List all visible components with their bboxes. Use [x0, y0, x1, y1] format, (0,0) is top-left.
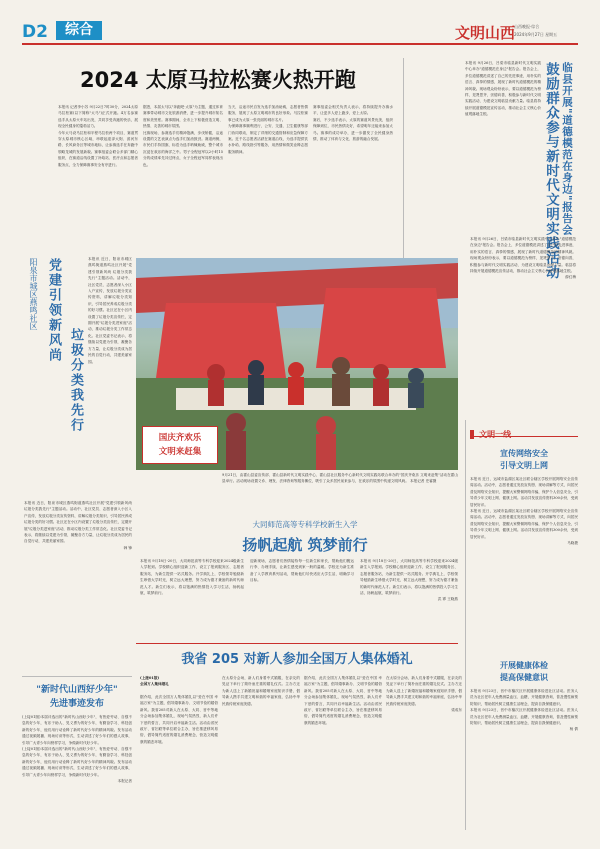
right-article-1-body [470, 476, 578, 652]
middle-body-col1 [140, 558, 244, 636]
left-bottom-text: (上接01版)本届评选出的"新时代山西好少年"，有热爱劳动、自强不息的好少年，有乐于助人、见义勇为的好少年，有勤奋学习、科技创新的好少年，他们用行动诠释了新时代好少年的精神风貌。发布活动通过视频展播、现场访谈等形式，生动讲述了好少年们的感人故事，引导广大青少年向榜样学习，争做新时代好少年。 [22, 747, 132, 777]
right-article-2-body [470, 688, 578, 830]
left-feature-title-1: 党建引领新风尚 [46, 258, 61, 363]
photo-caption-title: 文明来赶集 [158, 447, 202, 457]
byline: 韩 锋 [123, 545, 132, 550]
left-feature-title-2: 垃圾分类我先行 [68, 328, 83, 433]
lead-paragraph: 赛后，不少选手表示，太原的赛道风景优美，组织保障到位，市民热情友好，希望明年还能来参加太马。赛事的成功举办，进一步激发了全民健身热情，推动了体育与文化、旅游的融合发展。 [313, 117, 393, 142]
right-article-2-subtitle: 提高保健意识 [500, 673, 548, 682]
middle-text: 本报讯 9月18日-20日，大同师范高等专科学校迎来2024级新生入学报到。学校精心组织迎新工作，设立了报到服务区、志愿者服务站，为新生提供一站式服务。开学典礼上，学校领导勉励新生珍惜大学时光，树立远大理想，努力成为德才兼备的新时代师范人才。新生们表示，将以饱满的热情投入学习生活，扬帆起航，筑梦前行。 [140, 559, 244, 596]
news-photo [136, 258, 458, 470]
wedding-text: 据介绍，此次全国万人集体婚礼以"爱在中国 幸福万家"为主题，倡导婚事新办、文明节俭的婚俗新风。我省205对新人在太原、大同、晋中等地分会场参加集体婚礼，现场气氛热烈，新人们许下爱的誓言，共同开启幸福新生活。活动由省民政厅、省妇联等单位联合主办，旨在推进移风易俗，倡导简约适度的婚礼消费理念，营造文明健康的婚恋环境。 [304, 676, 382, 725]
photo-caption-text: 9月21日，由霍山县委宣传部、霍山县新时代文明实践中心、霍山县社区服务中心新时代文明实践站联合举办的"国庆齐欢乐 文明来赶集"活动在霍山县举行。活动现场设置义诊、理发、法律咨询等服务摊位，吸引了众多居民前来参与，在欢乐的氛围中传递文明风尚。 [222, 473, 458, 484]
left-feature [22, 256, 132, 666]
photo-caption [222, 472, 458, 508]
right-article-1-text: 本报讯 近日，运城市盐湖区某社区联合辖区学校开展网络安全宣传周活动。活动中，志愿者通过发放宣传册、现场讲解等方式，向居民普及网络安全知识，提醒大家警惕网络诈骗，保护个人信息安全，引导青少年文明上网、健康上网。活动共发放宣传资料300余份，受到居民好评。 [470, 477, 578, 507]
middle-body-col2 [250, 558, 354, 636]
left-bottom-subheadline: 先进事迹发布 [49, 699, 104, 709]
left-bottom-rule [22, 676, 132, 677]
wedding-headline: 我省 205 对新人参加全国万人集体婚礼 [181, 652, 413, 667]
left-bottom-body [22, 714, 132, 830]
wedding-body-col4 [386, 675, 462, 830]
left-bottom-text: (上接01版)本届评选出的"新时代山西好少年"，有热爱劳动、自强不息的好少年，有乐于助人、见义勇为的好少年，有勤奋学习、科技创新的好少年，他们用行动诠释了新时代好少年的精神风貌。发布活动通过视频展播、现场访谈等形式，生动讲述了好少年们的感人故事，引导广大青少年向榜样学习，争做新时代好少年。 [22, 715, 132, 745]
right-feature-body [465, 60, 541, 230]
lead-body-col3 [228, 104, 308, 252]
left-feature-body [88, 256, 132, 496]
right-feature-body-lower [470, 236, 576, 404]
wedding-top-rule [136, 643, 458, 644]
lead-paragraph: 比赛现场，参赛选手们精神饱满，步伐矫健，沿途设置的文艺表演点为选手们加油鼓劲。赛道两侧，市民们手持国旗、标语为选手呐喊助威，整个城市沉浸在欢乐的海洋之中。男子全程冠军以2小时15分的成绩率先冲过终点，女子全程冠军同样表现出色。 [143, 130, 223, 167]
right-feature-title-1: 临县开展"道德模范在身边"报告会 [561, 62, 573, 236]
wedding-body-col3 [304, 675, 382, 830]
photo-caption-box [142, 426, 218, 464]
lead-body-col4 [313, 104, 393, 252]
byline: 薛红梅 [565, 275, 576, 280]
section-label-text: 文明一线 [479, 430, 512, 439]
byline: 杨 倩 [569, 727, 578, 732]
right-feature-text: 本报讯 9月26日，吕梁市临县新时代文明实践中心举办"道德模范在身边"报告会。报告会上，多位道德模范讲述了自己的先进事迹，用朴实的语言、真挚的情感，展现了新时代道德模范的精神风貌。现场观众纷纷表示，要以道德模范为榜样，见贤思齐，崇德向善，积极参与新时代文明实践活动，为建设文明临县贡献力量。临县将持续开展道德模范宣传活动，推动社会主义核心价值观落地生根。 [470, 237, 576, 274]
right-article-2-text: 本报讯 9月23日，晋中市榆次区开展健康体检进社区活动。医务人员为社区老年人免费测量血压、血糖，开展健康咨询，普及慢性病预防知识，帮助居民树立健康生活理念，提高自我保健意识。 [470, 689, 578, 706]
byline: 马晓捷 [567, 541, 578, 546]
left-bottom-headline: "新时代山西好少年" [36, 685, 118, 695]
left-feature-text: 本报讯 近日，阳泉市城区燕鸣街道燕鸣社区开展"党建引领新风尚 垃圾分类我先行"主题活动。活动中，社区党员、志愿者深入小区入户宣传，发放垃圾分类宣传资料，讲解垃圾分类知识，引导居民养成垃圾分类的好习惯。社区还在小区内设置了垃圾分类宣传栏，定期开展"垃圾分类进家庭"活动，推动垃圾分类工作常态化。社区党委书记表示，将继续以党建为引领，凝聚各方力量，让垃圾分类成为居民的自觉行动，共建美丽家园。 [24, 501, 132, 544]
left-feature-subtitle: 阳泉市城区燕鸣社区 [29, 258, 38, 330]
right-article-1-title: 宣传网络安全 [500, 449, 548, 458]
photo-credit: 本报记者 史睿摄 [410, 479, 437, 484]
section-badge: 综合 [56, 21, 102, 40]
lead-paragraph: 赛事组委会相关负责人表示，将持续提升办赛水平，让更多人爱上跑步，爱上太原。 [313, 105, 393, 116]
byline: 武 霏 王晓燕 [437, 597, 458, 602]
byline: 本报记者 [117, 779, 132, 784]
wedding-text: 在太原分会场，新人们身着中式婚服，在亲友的见证下举行了简朴而庄重的婚礼仪式。主办方还为新人送上了新婚祝福和婚姻家庭知识手册，倡导新人携手共建文明和谐的幸福家庭，弘扬中华民族传统家庭美德。 [222, 676, 300, 706]
wedding-text: 在太原分会场，新人们身着中式婚服，在亲友的见证下举行了简朴而庄重的婚礼仪式。主办方还为新人送上了新婚祝福和婚姻家庭知识手册，倡导新人携手共建文明和谐的幸福家庭，弘扬中华民族传统家庭美德。 [386, 676, 462, 706]
middle-body-col3 [360, 558, 458, 636]
lead-body-col2 [143, 104, 223, 252]
page-number: D2 [22, 22, 48, 42]
lead-body-col1 [58, 104, 138, 252]
lead-paragraph: 据悉，本届太马以"奔跑吧·太原"为主题，通过体育赛事带动城市文化旅游消费，进一步提升城市知名度和美誉度。赛事期间，全市上下积极营造文明、热情、友善的城市氛围。 [143, 105, 223, 129]
middle-kicker: 大同师范高等专科学校新生入学 [252, 520, 358, 529]
wedding-body-col1 [140, 694, 218, 830]
section-label [470, 424, 578, 437]
date-line: 2024年9月27日 星期五 [514, 32, 558, 37]
right-article-2-title: 开展健康体检 [500, 661, 548, 670]
middle-text: 本报讯 9月18日-20日，大同师范高等专科学校迎来2024级新生入学报到。学校精心组织迎新工作，设立了报到服务区、志愿者服务站，为新生提供一站式服务。开学典礼上，学校领导勉励新生珍惜大学时光，树立远大理想，努力成为德才兼备的新时代师范人才。新生们表示，将以饱满的热情投入学习生活，扬帆起航，筑梦前行。 [360, 559, 458, 596]
middle-text: 迎新现场，志愿者们热情接待每一位新生和家长，帮助他们搬运行李、办理手续，让新生感受到家一般的温暖。学校还为新生准备了入学教育系列活动，帮助他们尽快适应大学生活，明确学习目标。 [250, 559, 354, 583]
right-article-1-text: 本报讯 近日，运城市盐湖区某社区联合辖区学校开展网络安全宣传周活动。活动中，志愿者通过发放宣传册、现场讲解等方式，向居民普及网络安全知识，提醒大家警惕网络诈骗，保护个人信息安全，引导青少年文明上网、健康上网。活动共发放宣传资料300余份，受到居民好评。 [470, 509, 578, 539]
section-label-marker [470, 430, 474, 439]
edition-info-line: 山西晚报·综合 [514, 24, 540, 29]
lead-paragraph: 本报讯 记者李小苏 9月22日7时30分，2024太原马拉松赛(以下简称"太马")正式开跑。4万名参赛选手从太原火车站出发，共同享受奔跑的快乐，展现全民健身的蓬勃活力。 [58, 105, 138, 129]
byline: 梁成东 [451, 708, 462, 713]
lead-paragraph: 当天，沿途市民自发为选手加油助威，志愿者热情服务，展现了太原文明城市的良好形象。马拉松赛事已成为太原一张亮丽的城市名片。 [228, 105, 308, 122]
left-feature-text: 本报讯 近日，阳泉市城区燕鸣街道燕鸣社区开展"党建引领新风尚 垃圾分类我先行"主题活动。活动中，社区党员、志愿者深入小区入户宣传，发放垃圾分类宣传资料，讲解垃圾分类知识，引导居民养成垃圾分类的好习惯。社区还在小区内设置了垃圾分类宣传栏，定期开展"垃圾分类进家庭"活动，推动垃圾分类工作常态化。社区党委书记表示，将继续以党建为引领，凝聚各方力量，让垃圾分类成为居民的自觉行动，共建美丽家园。 [88, 257, 132, 364]
lead-paragraph: 为保障赛事顺利进行，公安、交通、卫生健康等部门协同联动，制定了详细的交通管制和应急保障方案。近千名志愿者活跃在赛道沿线，为选手提供饮水补给、路线指引等服务，用热情和微笑诠释志愿服务精神。 [228, 124, 308, 154]
middle-headline: 扬帆起航 筑梦前行 [242, 536, 368, 554]
right-feature-text: 本报讯 9月26日，吕梁市临县新时代文明实践中心举办"道德模范在身边"报告会。报告会上，多位道德模范讲述了自己的先进事迹，用朴实的语言、真挚的情感，展现了新时代道德模范的精神风貌。现场观众纷纷表示，要以道德模范为榜样，见贤思齐，崇德向善，积极参与新时代文明实践活动，为建设文明临县贡献力量。临县将持续开展道德模范宣传活动，推动社会主义核心价值观落地生根。 [465, 61, 541, 117]
lead-paragraph: 今年太马设马拉松和半程马拉松两个项目，赛道贯穿太原城市核心区域，串联起迎泽大街、滨河东路、长风商务区等城市地标，让参赛选手在奔跑中领略龙城的发展新貌。赛事组委会联合多部门精心组织，在赛道沿线设置了补给站、医疗点和志愿者服务点，全力保障赛事安全有序进行。 [58, 130, 138, 167]
paper-logo: 文明山西 [455, 24, 516, 42]
wedding-kicker: (上接01版) 全国万人集体婚礼 [140, 676, 169, 687]
photo-caption-title: 国庆齐欢乐 [158, 433, 202, 443]
masthead-rule [22, 43, 578, 45]
right-article-1-subtitle: 引导文明上网 [500, 461, 548, 470]
right-feature-title-2: 鼓励群众参与新时代文明实践活动 [543, 62, 559, 280]
left-feature-body-lower [24, 500, 132, 666]
right-article-2-text: 本报讯 9月23日，晋中市榆次区开展健康体检进社区活动。医务人员为社区老年人免费测量血压、血糖，开展健康咨询，普及慢性病预防知识，帮助居民树立健康生活理念，提高自我保健意识。 [470, 708, 578, 726]
masthead [22, 20, 580, 42]
lead-headline: 2024 太原马拉松赛火热开跑 [80, 68, 356, 92]
wedding-text: 据介绍，此次全国万人集体婚礼以"爱在中国 幸福万家"为主题，倡导婚事新办、文明节俭的婚俗新风。我省205对新人在太原、大同、晋中等地分会场参加集体婚礼，现场气氛热烈，新人们许下爱的誓言，共同开启幸福新生活。活动由省民政厅、省妇联等单位联合主办，旨在推进移风易俗，倡导简约适度的婚礼消费理念，营造文明健康的婚恋环境。 [140, 695, 218, 744]
wedding-body-col2 [222, 675, 300, 830]
right-column-divider [465, 420, 466, 830]
